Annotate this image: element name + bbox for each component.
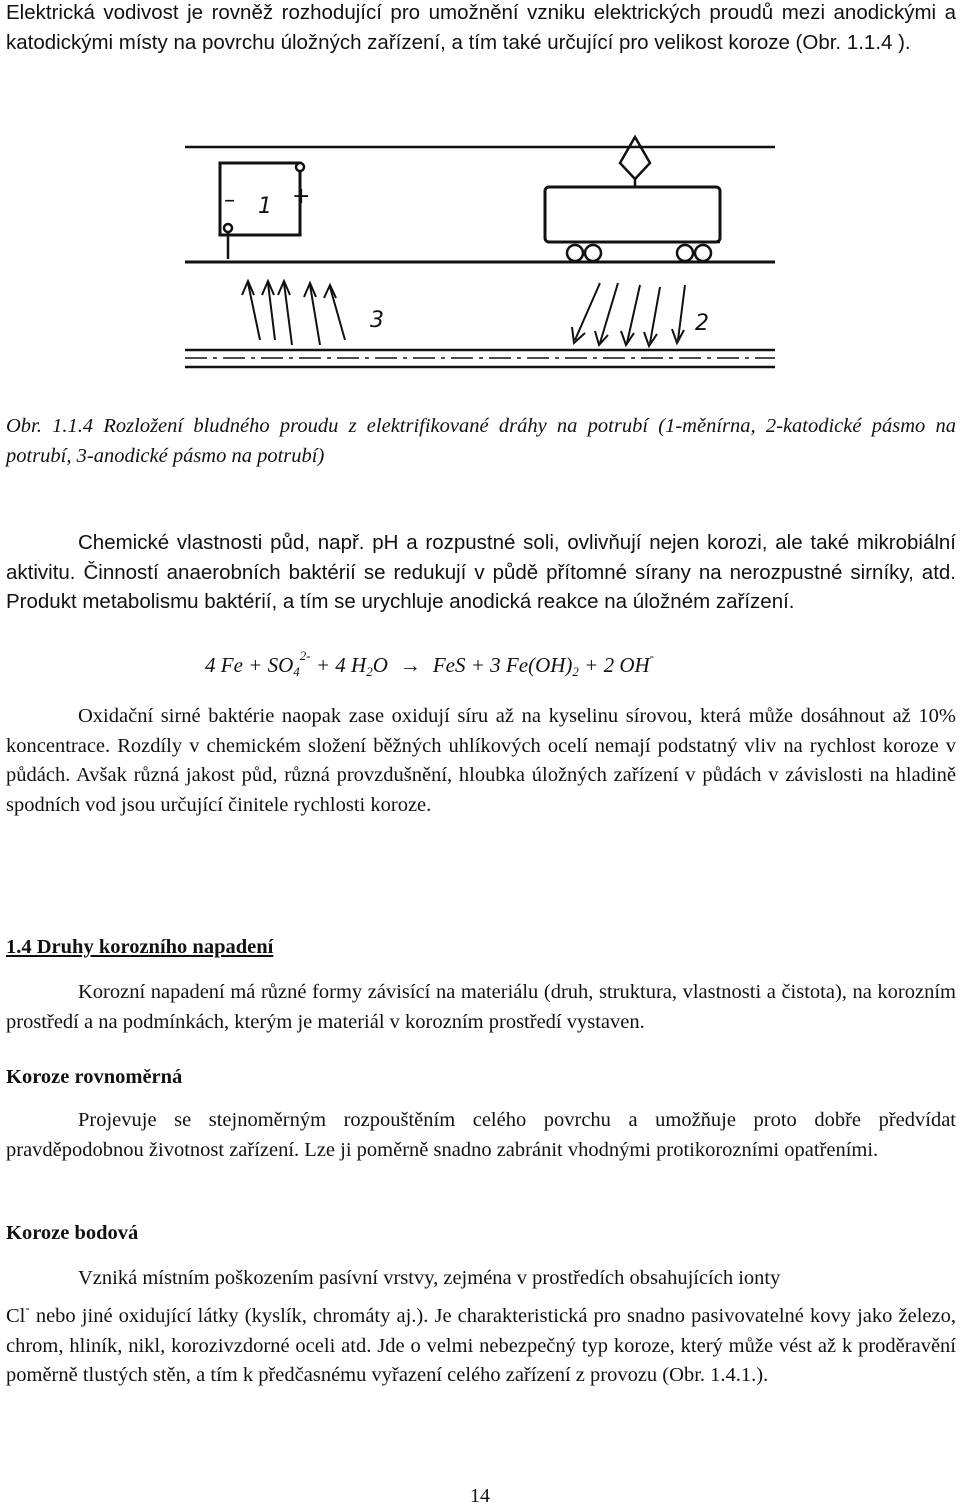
anodic-arrows xyxy=(242,281,345,345)
stray-current-diagram xyxy=(180,135,780,375)
label-minus: – xyxy=(224,188,235,213)
pitting-corrosion-heading: Koroze bodová xyxy=(6,1222,139,1244)
wheel xyxy=(585,245,601,261)
pitting-corrosion-line1: Vzniká místním poškozením pasívní vrstvy, zejména v prostředích obsahujících ionty xyxy=(78,1267,781,1289)
section-paragraph: Korozní napadení má různé formy závisící na materiálu (druh, struktura, vlastnosti a čistota), na korozním prostředí a na podmínkách, kterým je materiál v korozním prostředí vystaven. xyxy=(6,981,956,1033)
chemical-equation: 4 $Fe + SO_4^{2-} + 4$ $H_2O$ → FeS + 3 $Fe(OH)_2 + 2$ OH- xyxy=(205,648,655,679)
wheel xyxy=(567,245,583,261)
page-number: 14 xyxy=(470,1485,490,1507)
chem-paragraph: Chemické vlastnosti půd, např. pH a rozpustné soli, ovlivňují nejen korozi, ale také mikrobiální aktivitu. Činností anaerobních baktérií se redukují v půdě přítomné sírany na nerozpustné sirníky, atd. Produkt metabolismu baktérií, a tím se urychluje anodická reakce na úložném zařízení. xyxy=(6,531,956,613)
section-heading: 1.4 Druhy korozního napadení xyxy=(6,936,274,958)
oxidation-paragraph: Oxidační sirné baktérie naopak zase oxidují síru až na kyselinu sírovou, která může dosáhnout až 10% koncentrace. Rozdíly v chemickém složení běžných uhlíkových ocelí nemají podstatný vliv na rychlost koroze v půdách. Avšak různá jakost půd, různá provzdušnění, hloubka úložných zařízení v půdách v závislosti na hladině spodních vod jsou určující činitele rychlosti koroze. xyxy=(6,705,956,816)
reaction-arrow-icon: → xyxy=(399,653,421,677)
wheel xyxy=(695,245,711,261)
pitting-corrosion-text: Cl- nebo jiné oxidující látky (kyslík, chromáty aj.). Je charakteristická pro snadno pasivovatelné kovy jako železo, chrom, hliník, nikl, korozivzdorné oceli atd. Jde o velmi nebezpečný typ koroze, který může vést až k proděravění poměrně tlustých stěn, a tím k předčasnému vyřazení celého zařízení z provozu (Obr. 1.4.1.). xyxy=(6,1300,956,1386)
figure-caption: Obr. 1.1.4 Rozložení bludného proudu z elektrifikované dráhy na potrubí (1-měnírna, 2-katodické pásmo na potrubí, 3-anodické pásmo na potrubí) xyxy=(6,415,956,467)
label-plus: + xyxy=(292,184,311,209)
pantograph xyxy=(620,137,650,179)
label-2: 2 xyxy=(695,311,709,336)
intro-paragraph: Elektrická vodivost je rovněž rozhodující pro umožnění vzniku elektrických proudů mezi anodickými a katodickými místy na povrchu úložných zařízení, a tím také určující pro velikost koroze (Obr. 1.1.4 ). xyxy=(6,1,956,54)
tram-body xyxy=(545,187,720,242)
cathodic-arrows xyxy=(572,283,685,346)
label-3: 3 xyxy=(370,308,384,333)
label-1: 1 xyxy=(258,194,272,219)
uniform-corrosion-text: Projevuje se stejnoměrným rozpouštěním celého povrchu a umožňuje proto dobře předvídat pravděpodobnou životnost zařízení. Lze ji poměrně snadno zabránit vhodnými protikorozními opatřeními. xyxy=(6,1109,956,1161)
wheel xyxy=(677,245,693,261)
uniform-corrosion-heading: Koroze rovnoměrná xyxy=(6,1066,183,1088)
